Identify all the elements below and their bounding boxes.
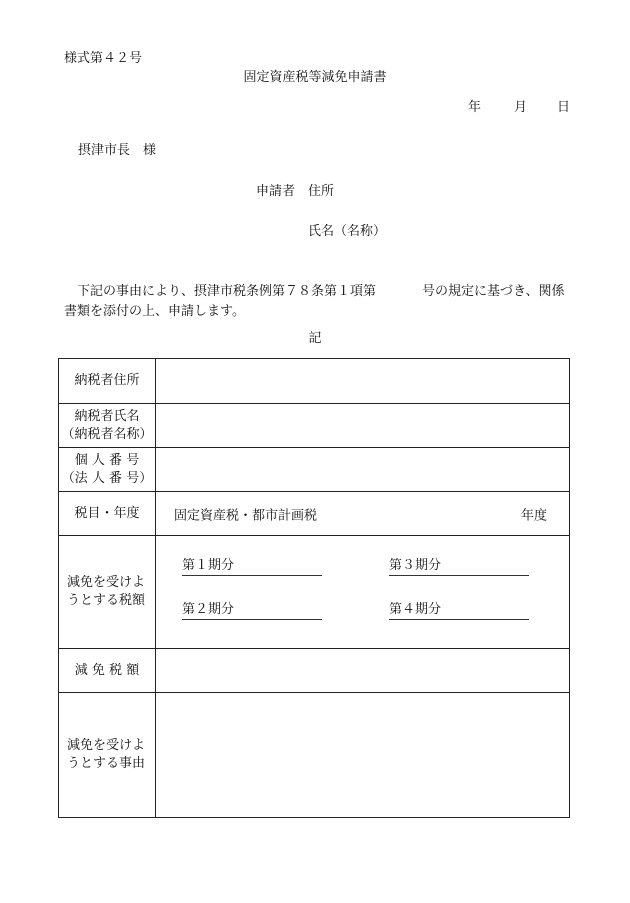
label-personal-number-line1: 個 人 番 号	[74, 452, 140, 468]
field-requested-amount	[156, 536, 569, 648]
label-taxpayer-name-line2: （納税者名称）	[61, 426, 153, 442]
label-personal-number	[59, 448, 156, 491]
applicant-name-label: 氏名（名称）	[308, 224, 387, 239]
period-2-field[interactable]: 第２期分	[182, 602, 322, 620]
row-reduction-amount	[59, 649, 569, 693]
date-month: 月	[514, 100, 528, 115]
date-day: 日	[557, 100, 571, 115]
period-1-field[interactable]: 第１期分	[182, 558, 322, 576]
row-personal-number	[59, 448, 569, 492]
label-tax-item-text: 税目・年度	[74, 505, 140, 521]
label-taxpayer-name	[59, 404, 156, 447]
form-number: 様式第４２号	[64, 51, 143, 66]
row-requested-amount	[59, 536, 569, 649]
row-tax-item	[59, 492, 569, 536]
label-requested-amount	[59, 536, 156, 648]
date-line	[468, 96, 570, 115]
label-reason-line2: うとする事由	[67, 756, 146, 771]
period-3-field[interactable]: 第３期分	[389, 558, 529, 576]
field-reason[interactable]	[156, 693, 569, 817]
label-tax-item	[59, 492, 156, 535]
field-personal-number[interactable]	[156, 448, 569, 491]
row-reason	[59, 693, 569, 817]
label-reduction-amount-text: 減 免 税 額	[74, 662, 140, 678]
row-taxpayer-name	[59, 404, 569, 448]
field-taxpayer-address[interactable]	[156, 359, 569, 403]
body-text	[64, 282, 574, 322]
date-year: 年	[468, 100, 482, 115]
document-title: 固定資産税等減免申請書	[243, 70, 387, 85]
label-taxpayer-address	[59, 359, 156, 403]
field-tax-item	[156, 492, 569, 535]
label-taxpayer-name-line1: 納税者氏名	[74, 408, 140, 424]
applicant-address-label: 申請者 住所	[256, 184, 335, 199]
form-table	[58, 358, 570, 818]
addressee: 摂津市長 様	[78, 143, 157, 158]
label-requested-amount-line1: 減免を受けよ	[67, 575, 146, 590]
ki-heading: 記	[308, 331, 322, 346]
field-reduction-amount[interactable]	[156, 649, 569, 692]
label-requested-amount-line2: うとする税額	[67, 593, 146, 608]
label-reduction-amount	[59, 649, 156, 692]
label-reason	[59, 693, 156, 817]
row-taxpayer-address	[59, 359, 569, 404]
label-personal-number-line2: （法 人 番 号）	[61, 470, 153, 486]
field-taxpayer-name[interactable]	[156, 404, 569, 447]
body-text-after: 号の規定に基づき、関係書類を添付の上、申請します。	[64, 284, 565, 319]
period-4-field[interactable]: 第４期分	[389, 602, 529, 620]
label-taxpayer-address-text: 納税者住所	[74, 373, 140, 388]
tax-item-value: 固定資産税・都市計画税	[174, 508, 318, 523]
body-text-before: 下記の事由により、摂津市税条例第７８条第１項第	[77, 284, 377, 299]
tax-year-label: 年度	[520, 508, 547, 523]
label-reason-line1: 減免を受けよ	[67, 738, 146, 753]
